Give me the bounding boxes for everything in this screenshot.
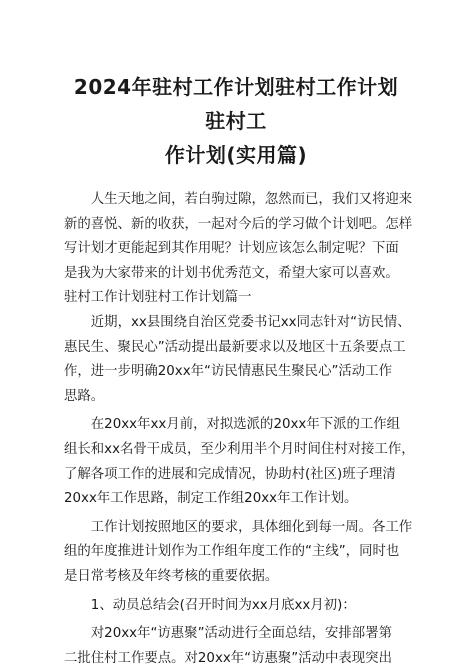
intro-paragraph (64, 188, 413, 286)
body-paragraph (64, 516, 413, 590)
body-paragraph (64, 311, 411, 409)
text-line: 写计划才更能起到其作用呢？计划应该怎么制定呢？下面 (64, 241, 399, 257)
text-line: 人生天地之间，若白驹过隙，忽然而已，我们又将迎来 (90, 192, 413, 207)
text-line: 是日常考核及年终考核的重要依据。 (64, 568, 279, 584)
title-line: 作计划(实用篇) (164, 143, 308, 167)
body-paragraph (64, 413, 415, 511)
text-line: 了解各项工作的进展和完成情况，协助村(社区)班子理清 (64, 466, 396, 482)
text-line: 组的年度推进计划作为工作组年度工作的“主线”，同时也 (64, 544, 400, 560)
text-line: 1、动员总结会(召开时间为xx月底xx月初)： (90, 597, 356, 613)
text-line: 新的喜悦、新的收获，一起对今后的学习做个计划吧。怎样 (64, 216, 413, 232)
text-line: 惠民生、聚民心”活动提出最新要求以及地区十五条要点工 (64, 339, 406, 355)
text-line: 二批住村工作要点。对20xx年“访惠聚”活动中表现突出 (64, 650, 392, 666)
text-line: 作，进一步明确20xx年“访民情惠民生聚民心”活动工作 (64, 364, 392, 380)
document-title (64, 70, 408, 172)
text-line: 近期，xx县围绕自治区党委书记xx同志针对“访民情、 (90, 314, 411, 330)
text-line: 组长和xx名骨干成员，至少利用半个月时间住村对接工作， (64, 441, 415, 457)
title-line: 2024年驻村工作计划驻村工作计划驻村工 (73, 75, 399, 133)
text-line: 思路。 (64, 388, 105, 404)
text-line: 对20xx年“访惠聚”活动进行全面总结，安排部署第 (90, 626, 392, 642)
body-paragraph (64, 622, 408, 671)
text-line: 工作计划按照地区的要求，具体细化到每一周。各工作 (90, 519, 413, 535)
body-paragraph (64, 594, 408, 619)
text-line: 20xx年工作思路，制定工作组20xx年工作计划。 (64, 491, 358, 507)
text-line: 在20xx年xx月前，对拟选派的20xx年下派的工作组 (90, 417, 401, 433)
section-heading: 驻村工作计划驻村工作计划篇一 (64, 290, 252, 306)
text-line: 是我为大家带来的计划书优秀范文，希望大家可以喜欢。 (64, 265, 399, 281)
